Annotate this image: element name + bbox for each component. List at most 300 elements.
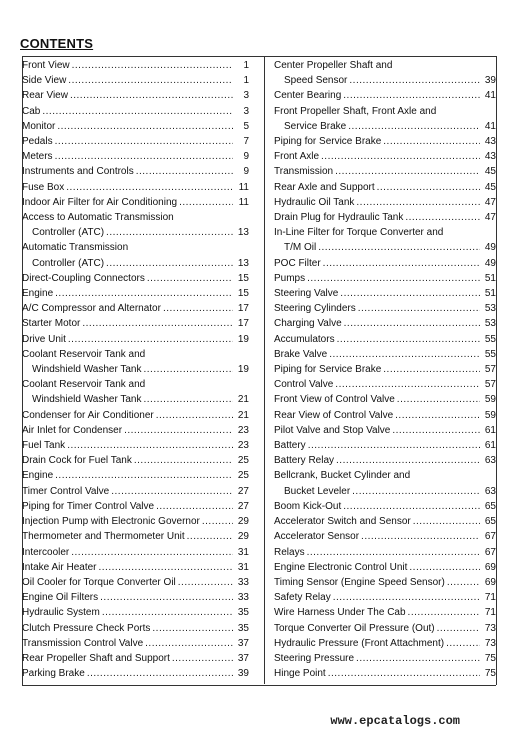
toc-entry-title: Intake Air Heater [22,561,97,573]
dot-leader [343,88,480,103]
toc-entry-title: Meters [22,151,53,163]
dot-leader [82,316,233,331]
toc-entry-title: Hinge Point [274,668,326,680]
toc-entry[interactable] [274,332,496,347]
toc-page-number: 23 [237,440,249,452]
dot-leader [152,621,233,636]
toc-entry-title: A/C Compressor and Alternator [22,303,161,315]
dot-leader [145,636,233,651]
toc-page-number: 31 [237,546,249,558]
toc-entry-title: Timer Control Valve [22,485,110,497]
toc-entry[interactable] [274,58,496,88]
dot-leader [55,286,233,301]
toc-page-number: 71 [484,607,496,619]
toc-page-number: 45 [484,181,496,193]
toc-entry[interactable] [22,286,249,301]
dot-leader [333,590,480,605]
toc-column-left [22,58,249,681]
toc-page-number: 33 [237,576,249,588]
dot-leader [98,560,233,575]
toc-page-number: 1 [243,60,249,71]
toc-entry-title: Rear View of Control Valve [274,409,394,421]
toc-entry-title: Engine Electronic Control Unit [274,561,408,573]
toc-page-number: 9 [243,151,249,163]
toc-entry[interactable] [274,453,496,468]
dot-leader [156,408,233,423]
dot-leader [57,119,233,134]
dot-leader [383,134,480,149]
dot-leader [318,240,480,255]
toc-entry[interactable] [274,590,496,605]
toc-page-number: 17 [237,303,249,315]
dot-leader [446,636,480,651]
toc-page-number: 21 [237,394,249,406]
toc-entry-title: Control Valve [274,379,334,391]
toc-entry-title-line: In-Line Filter for Torque Converter and [274,227,444,239]
dot-leader [308,438,480,453]
dot-leader [356,651,480,666]
toc-page-number: 55 [484,348,496,360]
dot-leader [144,392,234,407]
dot-leader [71,545,233,560]
toc-page-number: 69 [484,561,496,573]
toc-entry[interactable] [274,514,496,529]
toc-entry-title: Thermometer and Thermometer Unit [22,531,185,543]
dot-leader [343,499,480,514]
toc-entry[interactable] [274,529,496,544]
toc-entry-title: Steering Pressure [274,652,355,664]
toc-entry-title: Charging Valve [274,318,342,330]
toc-entry-title: Hydraulic Pressure (Front Attachment) [274,637,445,649]
toc-entry-title: Air Inlet for Condenser [22,424,123,436]
toc-entry-title: Cab [22,105,41,117]
dot-leader [124,423,233,438]
dot-leader [329,347,480,362]
toc-page-number: 15 [237,272,249,284]
dot-leader [106,225,233,240]
toc-page-number: 43 [484,136,496,148]
toc-page-number: 73 [484,622,496,634]
toc-entry-title: Monitor [22,120,56,132]
toc-entry-title: Accelerator Sensor [274,531,360,543]
dot-leader [68,332,233,347]
dot-leader [187,529,233,544]
toc-entry[interactable] [22,180,249,195]
toc-entry-title: Instruments and Controls [22,166,134,178]
toc-entry[interactable] [274,499,496,514]
toc-entry[interactable] [274,286,496,301]
toc-page-number: 43 [484,151,496,163]
toc-page-number: 35 [237,622,249,634]
toc-entry-title: Piping for Service Brake [274,136,382,148]
toc-page-number: 41 [484,90,496,102]
dot-leader [134,453,233,468]
toc-entry-title: Accumulators [274,333,335,345]
toc-entry-title: Indoor Air Filter for Air Conditioning [22,196,178,208]
toc-entry[interactable] [22,621,249,636]
toc-entry[interactable] [22,590,249,605]
toc-entry-title: Safety Relay [274,592,331,604]
toc-entry[interactable] [22,88,249,103]
toc-entry[interactable] [22,529,249,544]
toc-entry[interactable] [274,362,496,377]
toc-entry-title: Timing Sensor (Engine Speed Sensor) [274,576,445,588]
toc-entry-title: Side View [22,75,67,87]
toc-entry[interactable] [22,468,249,483]
toc-entry-title-line: Coolant Reservoir Tank and [22,379,146,391]
toc-entry[interactable] [22,605,249,620]
toc-entry-title: Piping for Service Brake [274,364,382,376]
dot-leader [87,666,233,681]
toc-page-number: 1 [243,75,249,87]
toc-entry[interactable] [274,621,496,636]
toc-page-number: 57 [484,379,496,391]
toc-page-number: 37 [237,652,249,664]
toc-entry-title: Bucket Leveler [284,485,351,497]
toc-entry-title: Transmission Control Valve [22,637,144,649]
toc-page-number: 31 [237,561,249,573]
toc-frame-right-border [496,56,497,685]
toc-page-number: 13 [237,257,249,269]
dot-leader [328,666,480,681]
toc-page-number: 29 [237,516,249,528]
watermark-url: www.epcatalogs.com [330,714,460,728]
toc-entry[interactable] [22,514,249,529]
toc-entry[interactable] [274,88,496,103]
dot-leader [413,514,480,529]
toc-entry-title: Front View [22,60,70,71]
toc-page-number: 49 [484,242,496,254]
dot-leader [307,271,480,286]
column-divider [264,56,265,684]
toc-page-number: 11 [238,196,249,208]
toc-page-number: 11 [238,181,249,193]
toc-page-number: 51 [484,272,496,284]
toc-entry-title: Engine [22,288,54,300]
dot-leader [335,164,480,179]
toc-entry[interactable] [22,377,249,407]
toc-page-number: 27 [237,485,249,497]
dot-leader [409,560,480,575]
toc-entry-title: Piping for Timer Control Valve [22,500,155,512]
toc-entry[interactable] [274,666,496,681]
toc-entry[interactable] [274,575,496,590]
dot-leader [337,332,480,347]
dot-leader [321,149,480,164]
toc-page-number: 13 [237,227,249,239]
dot-leader [42,104,233,119]
toc-entry-title: Fuel Tank [22,440,66,452]
toc-entry-title: Brake Valve [274,348,328,360]
toc-entry[interactable] [274,545,496,560]
dot-leader [55,468,233,483]
dot-leader [67,438,233,453]
toc-column-right [274,58,496,681]
toc-page-number: 65 [484,500,496,512]
dot-leader [335,377,480,392]
toc-entry[interactable] [274,377,496,392]
toc-entry[interactable] [22,423,249,438]
dot-leader [72,58,233,73]
dot-leader [100,590,233,605]
toc-entry[interactable] [274,210,496,225]
dot-leader [356,195,480,210]
toc-entry[interactable] [22,636,249,651]
toc-page-number: 61 [484,424,496,436]
toc-page-number: 49 [484,257,496,269]
dot-leader [202,514,233,529]
toc-page-number: 59 [484,394,496,406]
dot-leader [336,453,480,468]
toc-entry[interactable] [274,347,496,362]
toc-page-number: 39 [484,75,496,87]
toc-entry-title-line: Automatic Transmission [22,242,129,254]
toc-entry-title: Oil Cooler for Torque Converter Oil [22,576,176,588]
toc-entry[interactable] [274,605,496,620]
toc-entry-title: Transmission [274,166,334,178]
toc-entry-title: Drain Plug for Hydraulic Tank [274,212,404,224]
toc-entry-title: Injection Pump with Electronic Governor [22,516,200,528]
dot-leader [111,484,233,499]
toc-page-number: 59 [484,409,496,421]
toc-entry-title-line: Front Propeller Shaft, Front Axle and [274,105,437,117]
toc-entry[interactable] [22,575,249,590]
toc-entry[interactable] [274,104,496,134]
dot-leader [307,545,480,560]
dot-leader [397,392,480,407]
toc-page-number: 17 [237,318,249,330]
toc-entry[interactable] [274,225,496,255]
dot-leader [358,301,480,316]
toc-entry[interactable] [274,636,496,651]
dot-leader [361,529,480,544]
dot-leader [377,180,480,195]
toc-page-number: 69 [484,576,496,588]
toc-entry[interactable] [22,149,249,164]
dot-leader [55,149,233,164]
toc-entry[interactable] [22,560,249,575]
dot-leader [68,73,233,88]
toc-entry-title: Front View of Control Valve [274,394,395,406]
toc-entry-title: Steering Cylinders [274,303,356,315]
toc-entry[interactable] [22,332,249,347]
toc-entry-title-line: Coolant Reservoir Tank and [22,348,146,360]
dot-leader [348,119,480,134]
toc-entry-title: Intercooler [22,546,70,558]
toc-entry[interactable] [22,499,249,514]
dot-leader [70,88,233,103]
toc-page-number: 65 [484,516,496,528]
toc-page-number: 15 [237,288,249,300]
dot-leader [447,575,480,590]
toc-entry-title: Steering Valve [274,288,339,300]
dot-leader [55,134,233,149]
toc-entry-title: Boom Kick-Out [274,500,342,512]
toc-page-number: 35 [237,607,249,619]
toc-entry-title: Clutch Pressure Check Ports [22,622,151,634]
toc-entry-title: Drive Unit [22,333,66,345]
toc-entry[interactable] [274,438,496,453]
toc-entry-title-line: Access to Automatic Transmission [22,212,174,224]
toc-entry[interactable] [22,195,249,210]
toc-entry-title: Controller (ATC) [32,257,105,269]
toc-entry-title: Hydraulic Oil Tank [274,196,355,208]
toc-entry-title: Speed Sensor [284,75,348,87]
toc-entry[interactable] [22,104,249,119]
toc-entry[interactable] [22,453,249,468]
toc-entry[interactable] [22,134,249,149]
dot-leader [106,256,233,271]
toc-page-number: 67 [484,546,496,558]
toc-entry-title: Front Axle [274,151,320,163]
toc-entry[interactable] [22,164,249,179]
toc-entry[interactable] [274,195,496,210]
toc-entry-title: T/M Oil [284,242,317,254]
toc-entry[interactable] [22,271,249,286]
toc-entry-title: Starter Motor [22,318,81,330]
toc-entry-title-line: Center Propeller Shaft and [274,60,393,71]
toc-entry[interactable] [274,164,496,179]
toc-entry-title: Rear Axle and Support [274,181,375,193]
toc-entry[interactable] [274,316,496,331]
toc-entry[interactable] [22,58,249,73]
toc-page-number: 71 [484,592,496,604]
toc-page-number: 47 [484,212,496,224]
toc-entry-title: Accelerator Switch and Sensor [274,516,411,528]
toc-entry-title: Service Brake [284,120,347,132]
toc-page-number: 27 [237,500,249,512]
toc-entry-title: Drain Cock for Fuel Tank [22,455,132,467]
toc-entry[interactable] [274,392,496,407]
dot-leader [408,605,480,620]
toc-page-number: 53 [484,303,496,315]
dot-leader [349,73,480,88]
toc-entry[interactable] [22,484,249,499]
toc-entry[interactable] [22,240,249,270]
toc-page-number: 47 [484,196,496,208]
dot-leader [344,316,480,331]
toc-page-number: 25 [237,455,249,467]
toc-entry[interactable] [22,408,249,423]
toc-page-number: 7 [243,136,249,148]
toc-entry[interactable] [274,180,496,195]
toc-page-number: 41 [484,120,496,132]
toc-entry[interactable] [274,468,496,498]
toc-entry[interactable] [274,256,496,271]
toc-entry-title: Windshield Washer Tank [32,394,142,406]
toc-page-number: 51 [484,288,496,300]
toc-page-number: 63 [484,485,496,497]
toc-entry-title-line: Bellcrank, Bucket Cylinder and [274,470,411,482]
toc-page-number: 5 [243,120,249,132]
toc-entry-title: Rear Propeller Shaft and Support [22,652,170,664]
toc-page-number: 33 [237,592,249,604]
toc-page-number: 63 [484,455,496,467]
toc-entry[interactable] [274,423,496,438]
toc-entry-title: Condenser for Air Conditioner [22,409,154,421]
dot-leader [178,575,233,590]
toc-page-number: 25 [237,470,249,482]
toc-entry[interactable] [274,134,496,149]
toc-entry-title: Torque Converter Oil Pressure (Out) [274,622,435,634]
toc-entry[interactable] [274,149,496,164]
toc-entry-title: Engine [22,470,54,482]
toc-entry-title: Windshield Washer Tank [32,364,142,376]
toc-entry-title: Direct-Coupling Connectors [22,272,145,284]
toc-page-number: 3 [243,105,249,117]
dot-leader [144,362,234,377]
toc-entry[interactable] [274,408,496,423]
toc-page-number: 61 [484,440,496,452]
toc-entry[interactable] [22,316,249,331]
toc-entry-title: Battery [274,440,306,452]
toc-entry-title: Pedals [22,136,53,148]
toc-page-number: 29 [237,531,249,543]
dot-leader [163,301,233,316]
toc-entry-title: Fuse Box [22,181,65,193]
toc-entry[interactable] [22,666,249,681]
dot-leader [147,271,233,286]
toc-page-number: 45 [484,166,496,178]
toc-page-number: 37 [237,637,249,649]
toc-entry-title: Controller (ATC) [32,227,105,239]
toc-page-number: 53 [484,318,496,330]
toc-entry[interactable] [22,210,249,240]
toc-entry[interactable] [22,651,249,666]
dot-leader [172,651,233,666]
toc-entry[interactable] [22,73,249,88]
toc-entry[interactable] [274,271,496,286]
toc-page-number: 67 [484,531,496,543]
toc-page-number: 73 [484,637,496,649]
toc-page-number: 21 [237,409,249,421]
toc-page-number: 9 [243,166,249,178]
dot-leader [395,408,480,423]
toc-entry[interactable] [22,438,249,453]
toc-page-number: 3 [243,90,249,102]
dot-leader [156,499,233,514]
dot-leader [437,621,480,636]
toc-entry[interactable] [274,651,496,666]
toc-entry-title: Center Bearing [274,90,342,102]
toc-entry[interactable] [22,301,249,316]
toc-entry-title: Battery Relay [274,455,335,467]
toc-entry[interactable] [22,545,249,560]
toc-entry-title: Relays [274,546,305,558]
toc-entry[interactable] [22,119,249,134]
toc-page-number: 57 [484,364,496,376]
toc-entry-title: Engine Oil Filters [22,592,99,604]
toc-page-number: 75 [484,668,496,680]
toc-entry[interactable] [22,347,249,377]
dot-leader [102,605,233,620]
toc-entry[interactable] [274,301,496,316]
toc-entry-title: POC Filter [274,257,321,269]
toc-entry[interactable] [274,560,496,575]
toc-page-number: 55 [484,333,496,345]
toc-page-number: 19 [237,364,249,376]
dot-leader [392,423,480,438]
dot-leader [66,180,233,195]
toc-page-number: 39 [237,668,249,680]
dot-leader [136,164,233,179]
toc-page-number: 23 [237,424,249,436]
toc-entry-title: Pumps [274,272,306,284]
toc-entry-title: Rear View [22,90,68,102]
toc-entry-title: Wire Harness Under The Cab [274,607,406,619]
dot-leader [179,195,233,210]
toc-entry-title: Parking Brake [22,668,85,680]
